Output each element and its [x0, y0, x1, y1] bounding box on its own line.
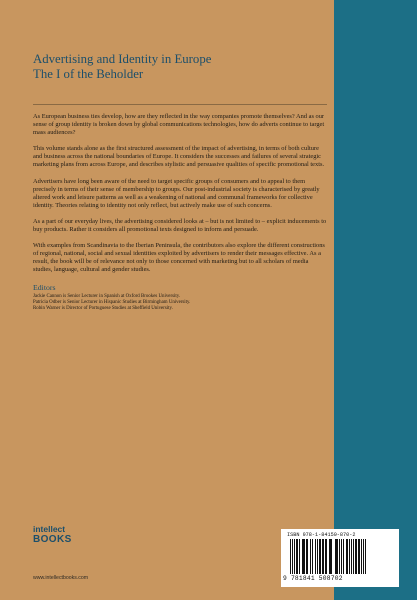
cover-text-area — [33, 52, 329, 312]
book-title: Advertising and Identity in Europe — [33, 52, 212, 66]
publisher-logo — [33, 524, 72, 546]
barcode-panel — [281, 529, 399, 587]
book-subtitle: The I of the Beholder — [33, 67, 144, 81]
isbn-label: ISBN 978-1-84150-870-2 — [287, 532, 356, 538]
blurb-paragraph-4: As a part of our everyday lives, the advertising considered looks at – but is not limited to – explicit inducements to buy products. Rather it considers all promotional texts designed to inform and persuade. — [33, 217, 327, 234]
editors-heading: Editors — [33, 282, 56, 292]
barcode-number: 9 781841 508702 — [283, 575, 343, 582]
blurb-paragraph-1: As European business ties develop, how are they reflected in the way companies promote themselves? And as our sense of group identity is broken down by global communications technologies, how do adverts continue to target mass audiences? — [33, 113, 325, 137]
publisher-imprint: BOOKS — [33, 534, 72, 545]
blurb-paragraph-3: Advertisers have long been aware of the need to target specific groups of consumers and to appeal to them precisely in terms of their sense of membership to groups. Our post-industrial society is characterised by greatly altered work and leisure patterns as well as a weakening of national and communal frameworks for collective identity. Theories relating to identity not only reflect, but actively make use of such concerns. — [33, 177, 320, 209]
publisher-website: www.intellectbooks.com — [33, 575, 89, 581]
barcode-bars — [290, 539, 390, 574]
blurb-paragraph-5: With examples from Scandinavia to the Iberian Peninsula, the contributors also explore the different constructions of regional, national, social and sexual identities exploited by advertisers to render their messages effective. As a result, the book will be of relevance not only to those concerned with marketing but to all scholars of media studies, language, cultural and gender studies. — [33, 242, 325, 274]
teal-side-band — [334, 0, 417, 600]
editor-bio-3: Robin Warner is Director of Portuguese Studies at Sheffield University. — [33, 306, 173, 312]
title-divider — [33, 104, 327, 105]
blurb-paragraph-2: This volume stands alone as the first structured assessment of the impact of advertising, in terms of both culture and business across the national boundaries of Europe. It considers the successes and failures of several strategic marketing plans from across Europe, and describes stylistic and persuasive qualities of specific promotional texts. — [33, 145, 325, 169]
barcode-bar — [366, 539, 367, 574]
editor-bio-1: Jackie Cannon is Senior Lecturer in Spanish at Oxford Brookes University. — [33, 293, 181, 299]
editor-bio-2: Patricia Odber is Senior Lecturer in Hispanic Studies at Birmingham University. — [33, 299, 191, 305]
publisher-name: intellect — [33, 524, 66, 534]
